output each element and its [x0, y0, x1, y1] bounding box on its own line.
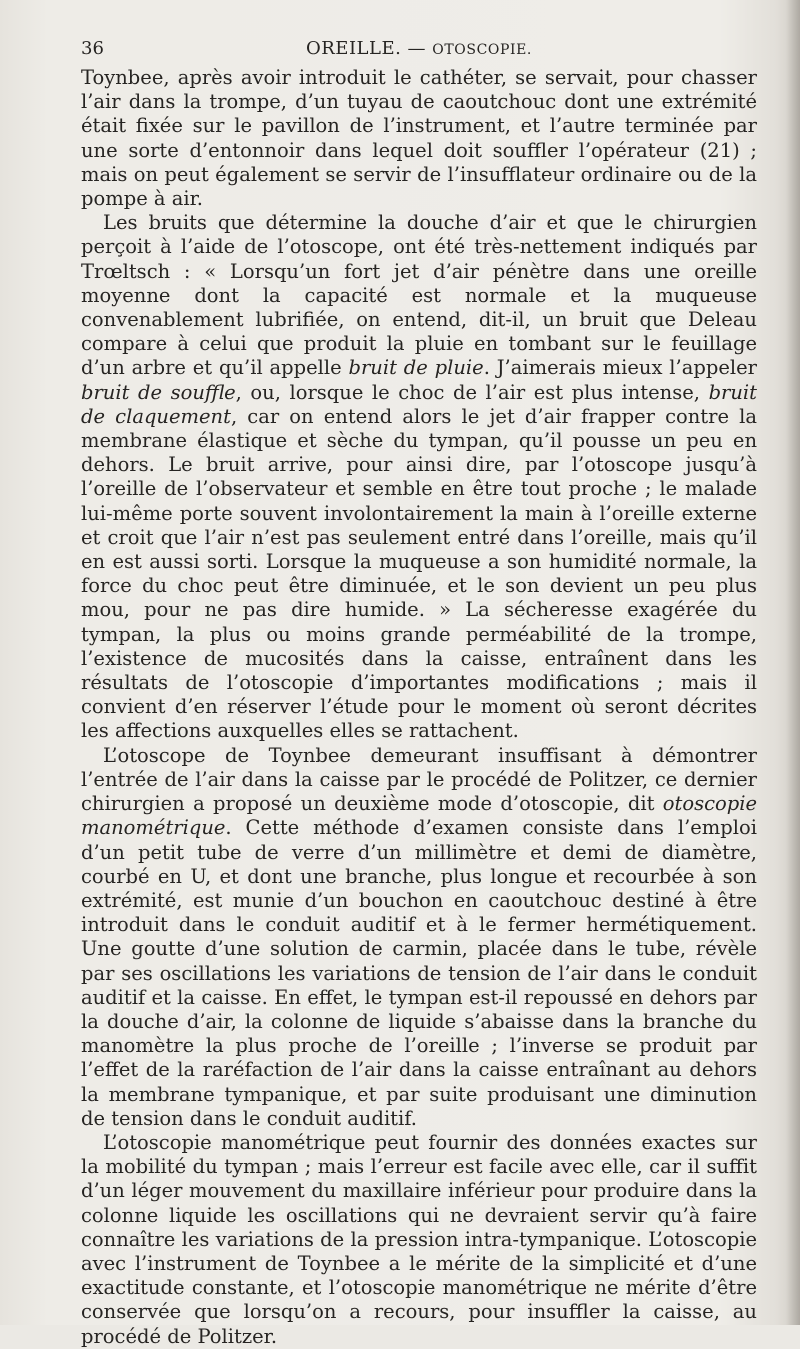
running-title: [81, 34, 757, 65]
italic-term: bruit de souffle: [81, 380, 236, 404]
italic-term: bruit de claquement: [81, 380, 757, 428]
italic-term: otoscopie manométrique: [81, 792, 757, 840]
body-text: [81, 66, 757, 1349]
text-run: . Cette méthode d’examen consiste dans l’emploi d’un petit tube de verre d’un millimètre et demi de diamètre, courbé en U, et dont une branche, plus longue et recourbée à son extrémité, est munie d’un bouchon en caoutchouc destiné à être introduit dans le conduit auditif et à le fermer hermétiquement. Une goutte d’une solution de carmin, placée dans le tube, révèle par ses oscillations les variations de tension de l’air dans le conduit auditif et la caisse. En effet, le tympan est-il repoussé en dehors par la douche d’air, la colonne de liquide s’abaisse dans la branche du manomètre la plus proche de l’oreille ; l’inverse se produit par l’effet de la raréfaction de l’air dans la caisse entraînant au dehors la membrane tympanique, et par suite produisant une diminution de tension dans le conduit auditif.: [81, 816, 757, 1130]
text-run: Les bruits que détermine la douche d’air et que le chirurgien perçoit à l’aide de l’otoscope, ont été très-nettement indiqués par Trœltsch : « Lorsqu’un fort jet d’air pénètre dans une oreille moyenne dont la capacité est normale et la muqueuse convenablement lubrifiée, on entend, dit-il, un bruit que Deleau compare à celui que produit la pluie en tombant sur le feuillage d’un arbre et qu’il appelle: [81, 211, 757, 380]
running-title-sub: OTOSCOPIE.: [432, 42, 532, 58]
paragraph: [81, 1131, 757, 1349]
text-run: , car on entend alors le jet d’air frapper contre la membrane élastique et sèche du tympan, qu’il pousse un peu en dehors. Le bruit arrive, pour ainsi dire, par l’otoscope jusqu’à l’oreille de l’observateur et semble en être tout proche ; le malade lui-même porte souvent involontairement la main à l’oreille externe et croit que l’air n’est pas seulement entré dans l’oreille, mais qu’il en est aussi sorti. Lorsque la muqueuse a son humidité normale, la force du choc peut être diminuée, et le son devient un peu plus mou, pour ne pas dire humide. » La sécheresse exagérée du tympan, la plus ou moins grande perméabilité de la trompe, l’existence de mucosités dans la caisse, entraînent dans les résultats de l’otoscopie d’importantes modifications ; mais il convient d’en réserver l’étude pour le moment où seront décrites les affections auxquelles elles se rattachent.: [81, 404, 757, 743]
page-header: [81, 34, 757, 64]
text-run: Toynbee, après avoir introduit le cathéter, se servait, pour chasser l’air dans la trompe, d’un tuyau de caoutchouc dont une extrémité était fixée sur le pavillon de l’instrument, et l’autre terminée par une sorte d’entonnoir dans lequel doit souffler l’opérateur (21) ; mais on peut également se servir de l’insufflateur ordinaire ou de la pompe à air.: [81, 66, 757, 211]
italic-term: bruit de pluie: [348, 356, 484, 380]
paragraph: [81, 211, 757, 743]
paragraph: [81, 744, 757, 1131]
page-number: 36: [81, 38, 104, 59]
text-run: , ou, lorsque le choc de l’air est plus intense,: [235, 380, 709, 404]
text-run: L’otoscopie manométrique peut fournir des données exactes sur la mobilité du tympan ; mais l’erreur est facile avec elle, car il suffit d’un léger mouvement du maxillaire inférieur pour produire dans la colonne liquide les oscillations qui ne devraient servir qu’à faire connaître les variations de la pression intra-tympanique. L’otoscopie avec l’instrument de Toynbee a le mérite de la simplicité et d’une exactitude constante, et l’otoscopie manométrique ne mérite d’être conservée que lorsqu’on a recours, pour insuffler la caisse, au procédé de Politzer.: [81, 1130, 757, 1348]
paragraph: [81, 66, 757, 211]
running-title-main: OREILLE.: [306, 38, 402, 59]
running-title-dash: —: [401, 38, 433, 59]
text-run: L’otoscope de Toynbee demeurant insuffisant à démontrer l’entrée de l’air dans la caisse par le procédé de Politzer, ce dernier chirurgien a proposé un deuxième mode d’otoscopie, dit: [81, 743, 757, 816]
text-run: . J’aimerais mieux l’appeler: [483, 356, 757, 380]
